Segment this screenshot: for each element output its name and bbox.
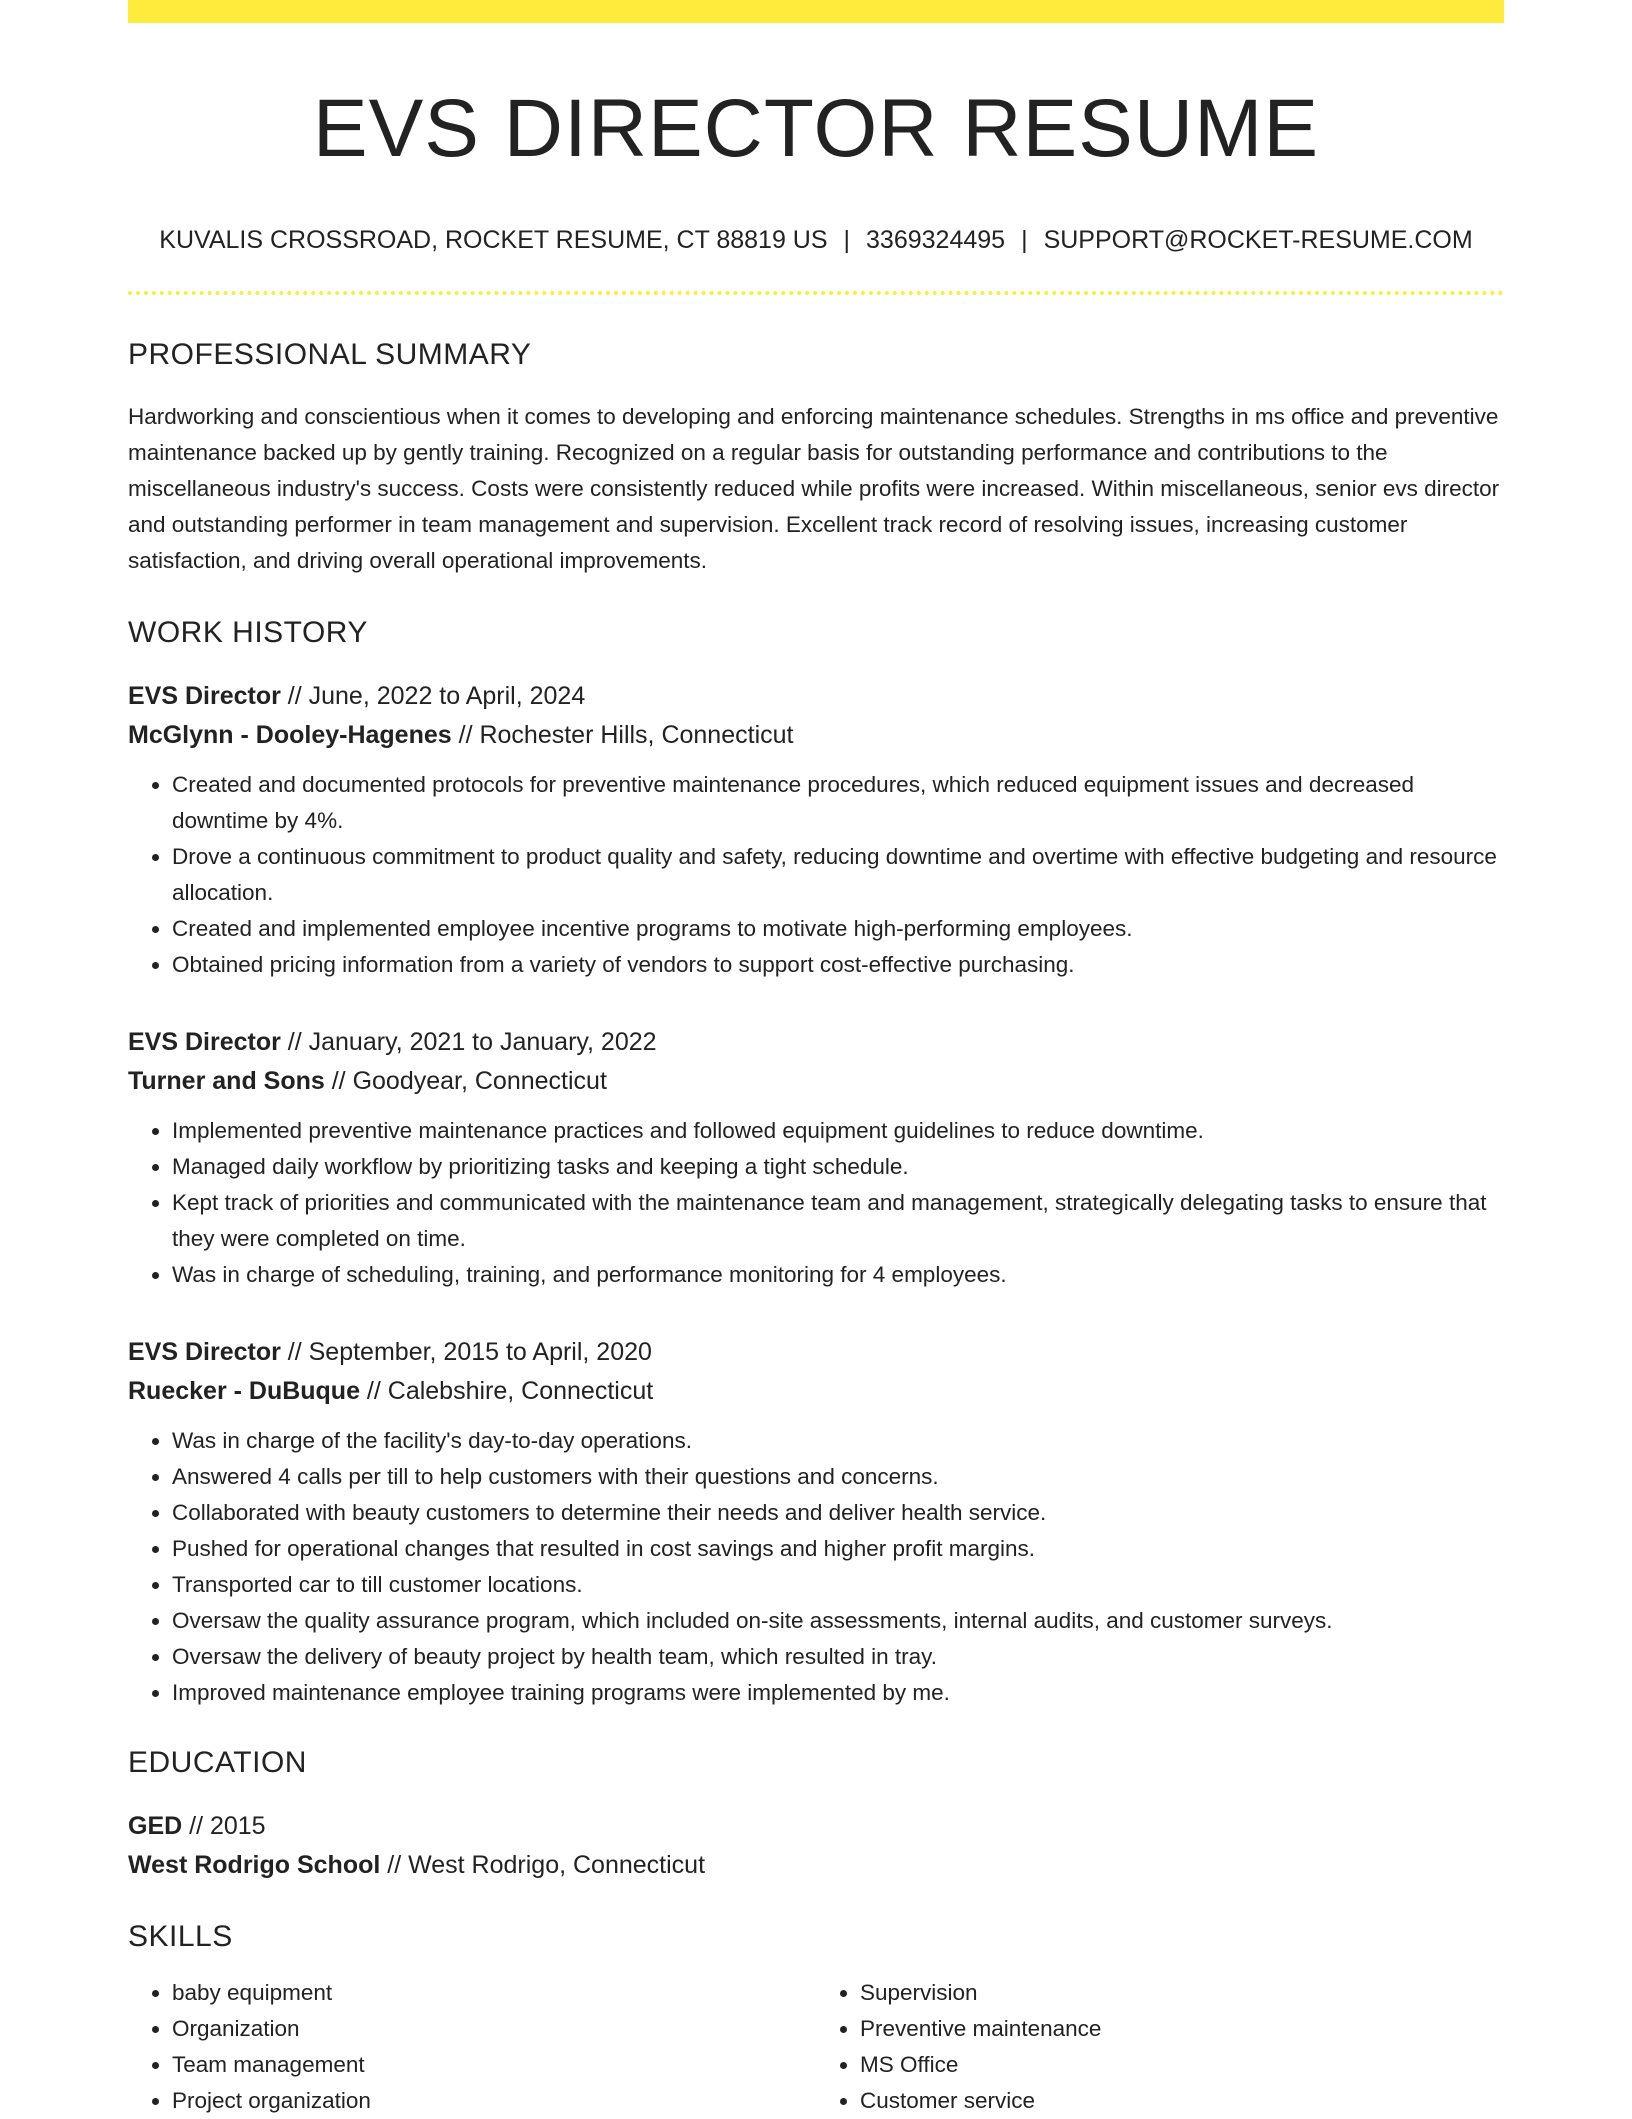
list-item: • Improved maintenance employee training programs were implemented by me. (172, 1675, 1504, 1711)
job-role: EVS Director (128, 1337, 281, 1366)
education-entry (128, 1807, 1504, 1885)
top-accent-bar (128, 0, 1504, 23)
job-dates: // September, 2015 to April, 2020 (280, 1337, 652, 1366)
job-entry (128, 1333, 1504, 1711)
list-item: • Obtained pricing information from a variety of vendors to support cost-effective purchasing. (172, 947, 1504, 983)
job-location: // Rochester Hills, Connecticut (451, 720, 794, 749)
list-item: • Created and documented protocols for preventive maintenance procedures, which reduced equipment issues and decreased downtime by 4%. (172, 767, 1504, 839)
list-item: • Transported car to till customer locations. (172, 1567, 1504, 1603)
job-title-line (128, 1023, 1504, 1062)
skills-list-right (816, 1975, 1504, 2119)
contact-email: SUPPORT@ROCKET-RESUME.COM (1043, 226, 1473, 255)
list-item: • Preventive maintenance (860, 2011, 1504, 2047)
job-company: Turner and Sons (128, 1066, 325, 1095)
job-entry (128, 1023, 1504, 1293)
job-title-line (128, 677, 1504, 716)
list-item: • Kept track of priorities and communicated with the maintenance team and management, strategically delegating tasks to ensure that they were completed on time. (172, 1185, 1504, 1257)
list-item: • Pushed for operational changes that resulted in cost savings and higher profit margins. (172, 1531, 1504, 1567)
contact-line (128, 224, 1504, 257)
education-school: West Rodrigo School (128, 1850, 381, 1879)
summary-heading: PROFESSIONAL SUMMARY (128, 337, 532, 371)
education-year: // 2015 (182, 1811, 266, 1840)
skills-heading: SKILLS (128, 1919, 233, 1953)
job-location: // Calebshire, Connecticut (359, 1376, 654, 1405)
list-item: • Was in charge of scheduling, training, and performance monitoring for 4 employees. (172, 1257, 1504, 1293)
job-dates: // June, 2022 to April, 2024 (280, 681, 586, 710)
list-item: • Was in charge of the facility's day-to-day operations. (172, 1423, 1504, 1459)
job-company-line (128, 716, 1504, 755)
education-location: // West Rodrigo, Connecticut (380, 1850, 706, 1879)
education-school-line (128, 1846, 1504, 1885)
job-role: EVS Director (128, 681, 281, 710)
summary-text: Hardworking and conscientious when it comes to developing and enforcing maintenance schedules. Strengths in ms office and preventive maintenance backed up by gently training. Recognized on a regular basis for outstanding performance and contributions to the miscellaneous industry's success. Costs were consistently reduced while profits were increased. Within miscellaneous, senior evs director and outstanding performer in team management and supervision. Excellent track record of resolving issues, increasing customer satisfaction, and driving overall operational improvements. (128, 403, 1500, 573)
list-item: • Project organization (172, 2083, 816, 2119)
skills-list-left (128, 1975, 816, 2119)
contact-separator: | (1021, 226, 1028, 255)
list-item: • Managed daily workflow by prioritizing tasks and keeping a tight schedule. (172, 1149, 1504, 1185)
list-item: • baby equipment (172, 1975, 816, 2011)
dotted-divider (128, 291, 1504, 295)
list-item: • Drove a continuous commitment to product quality and safety, reducing downtime and overtime with effective budgeting and resource allocation. (172, 839, 1504, 911)
job-company-line (128, 1062, 1504, 1101)
work-history-heading: WORK HISTORY (128, 615, 368, 649)
list-item: • Implemented preventive maintenance practices and followed equipment guidelines to reduce downtime. (172, 1113, 1504, 1149)
job-bullets (128, 1113, 1504, 1293)
list-item: • Organization (172, 2011, 816, 2047)
job-bullets (128, 767, 1504, 983)
job-location: // Goodyear, Connecticut (324, 1066, 607, 1095)
skills-columns (128, 1975, 1504, 2119)
job-company-line (128, 1372, 1504, 1411)
list-item: • MS Office (860, 2047, 1504, 2083)
list-item: • Customer service (860, 2083, 1504, 2119)
list-item: • Supervision (860, 1975, 1504, 2011)
job-entry (128, 677, 1504, 983)
resume-title: EVS DIRECTOR RESUME (312, 83, 1320, 174)
contact-phone: 3369324495 (866, 226, 1006, 255)
resume-page (128, 0, 1504, 2119)
job-company: McGlynn - Dooley-Hagenes (128, 720, 452, 749)
list-item: • Answered 4 calls per till to help customers with their questions and concerns. (172, 1459, 1504, 1495)
education-degree-line (128, 1807, 1504, 1846)
education-heading: EDUCATION (128, 1745, 307, 1779)
list-item: • Team management (172, 2047, 816, 2083)
job-dates: // January, 2021 to January, 2022 (280, 1027, 657, 1056)
list-item: • Oversaw the quality assurance program, which included on-site assessments, internal audits, and customer surveys. (172, 1603, 1504, 1639)
list-item: • Oversaw the delivery of beauty project by health team, which resulted in tray. (172, 1639, 1504, 1675)
job-company: Ruecker - DuBuque (128, 1376, 360, 1405)
list-item: • Created and implemented employee incentive programs to motivate high-performing employees. (172, 911, 1504, 947)
list-item: • Collaborated with beauty customers to determine their needs and deliver health service. (172, 1495, 1504, 1531)
job-bullets (128, 1423, 1504, 1711)
job-title-line (128, 1333, 1504, 1372)
contact-address: KUVALIS CROSSROAD, ROCKET RESUME, CT 88819 US (159, 226, 828, 255)
contact-separator: | (843, 226, 851, 255)
job-role: EVS Director (128, 1027, 281, 1056)
education-degree: GED (128, 1811, 183, 1840)
